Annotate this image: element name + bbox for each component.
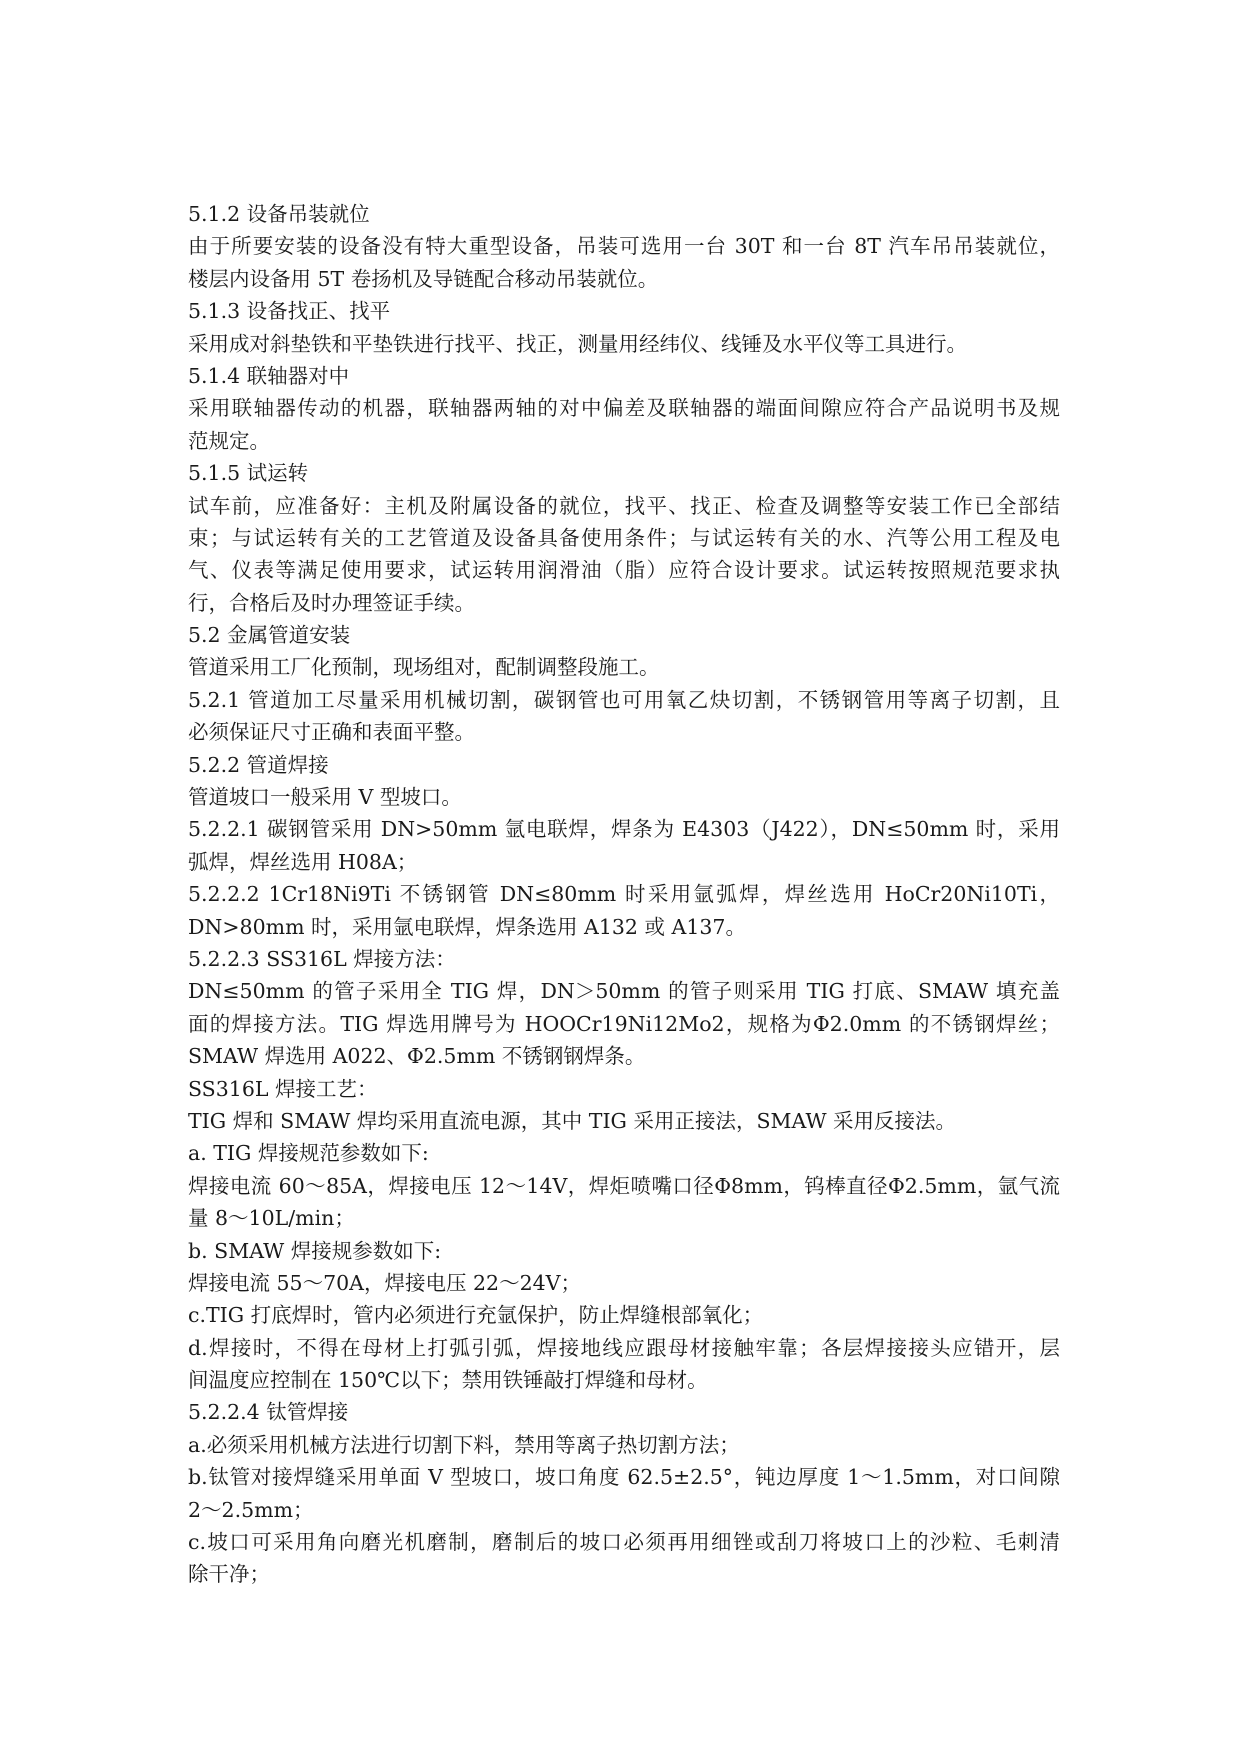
text-line: 量 8～10L/min；	[188, 1206, 355, 1231]
text-line: 必须保证尺寸正确和表面平整。	[188, 720, 475, 745]
text-line: 间温度应控制在 150℃以下；禁用铁锤敲打焊缝和母材。	[188, 1368, 708, 1393]
text-line: b.钛管对接焊缝采用单面 V 型坡口，坡口角度 62.5±2.5°，钝边厚度 1～1.5mm，对口间隙	[188, 1465, 1060, 1490]
heading-5-2: 5.2 金属管道安装	[188, 623, 351, 648]
text-line: 5.2.1 管道加工尽量采用机械切割，碳钢管也可用氧乙炔切割，不锈钢管用等离子切割，且	[188, 687, 1060, 712]
text-line: 管道采用工厂化预制，现场组对，配制调整段施工。	[188, 655, 660, 680]
text-line: 面的焊接方法。TIG 焊选用牌号为 HOOCr19Ni12Mo2，规格为Φ2.0mm 的不锈钢焊丝；	[188, 1011, 1060, 1036]
text-line: SMAW 焊选用 A022、Φ2.5mm 不锈钢钢焊条。	[188, 1044, 646, 1069]
text-line: 行，合格后及时办理签证手续。	[188, 590, 475, 615]
text-line: TIG 焊和 SMAW 焊均采用直流电源，其中 TIG 采用正接法，SMAW 采用反接法。	[188, 1108, 957, 1133]
text-line: 采用联轴器传动的机器，联轴器两轴的对中偏差及联轴器的端面间隙应符合产品说明书及规	[188, 396, 1060, 421]
text-line: 5.2.2.1 碳钢管采用 DN>50mm 氩电联焊，焊条为 E4303（J422），DN≤50mm 时，采用	[188, 817, 1060, 842]
text-line: DN≤50mm 的管子采用全 TIG 焊，DN＞50mm 的管子则采用 TIG 打底、SMAW 填充盖	[188, 979, 1060, 1004]
text-line: b. SMAW 焊接规参数如下:	[188, 1238, 442, 1263]
heading-5-1-4: 5.1.4 联轴器对中	[188, 363, 350, 388]
text-line: 2～2.5mm；	[188, 1497, 314, 1522]
heading-5-1-3: 5.1.3 设备找正、找平	[188, 299, 391, 324]
heading-5-1-5: 5.1.5 试运转	[188, 461, 309, 486]
text-line: 范规定。	[188, 428, 270, 453]
text-line: 采用成对斜垫铁和平垫铁进行找平、找正，测量用经纬仪、线锤及水平仪等工具进行。	[188, 331, 967, 356]
text-line: c.坡口可采用角向磨光机磨制，磨制后的坡口必须再用细锉或刮刀将坡口上的沙粒、毛刺清	[188, 1530, 1060, 1555]
text-line: a. TIG 焊接规范参数如下:	[188, 1141, 429, 1166]
text-line: 管道坡口一般采用 V 型坡口。	[188, 785, 462, 810]
heading-5-2-2: 5.2.2 管道焊接	[188, 752, 329, 777]
text-line: 5.2.2.2 1Cr18Ni9Ti 不锈钢管 DN≤80mm 时采用氩弧焊，焊丝选用 HoCr20Ni10Ti，	[188, 882, 1060, 907]
text-line: 由于所要安装的设备没有特大重型设备，吊装可选用一台 30T 和一台 8T 汽车吊吊装就位，	[188, 234, 1060, 259]
text-line: SS316L 焊接工艺：	[188, 1076, 378, 1101]
heading-5-1-2: 5.1.2 设备吊装就位	[188, 202, 370, 226]
text-line: 焊接电流 55～70A，焊接电压 22～24V；	[188, 1270, 581, 1295]
heading-5-2-2-4: 5.2.2.4 钛管焊接	[188, 1400, 349, 1425]
text-line: 气、仪表等满足使用要求，试运转用润滑油（脂）应符合设计要求。试运转按照规范要求执	[188, 558, 1060, 583]
text-line: 束；与试运转有关的工艺管道及设备具备使用条件；与试运转有关的水、汽等公用工程及电	[188, 525, 1060, 550]
text-line: 楼层内设备用 5T 卷扬机及导链配合移动吊装就位。	[188, 266, 659, 291]
text-line: 除干净；	[188, 1562, 270, 1587]
text-line: DN>80mm 时，采用氩电联焊，焊条选用 A132 或 A137。	[188, 914, 746, 939]
text-line: 弧焊，焊丝选用 H08A；	[188, 849, 418, 874]
text-line: c.TIG 打底焊时，管内必须进行充氩保护，防止焊缝根部氧化；	[188, 1303, 764, 1328]
heading-5-2-2-3: 5.2.2.3 SS316L 焊接方法：	[188, 946, 456, 971]
document-body	[188, 198, 1060, 1591]
text-line: d.焊接时，不得在母材上打弧引弧，焊接地线应跟母材接触牢靠；各层焊接接头应错开，层	[188, 1335, 1060, 1360]
text-line: 焊接电流 60～85A，焊接电压 12～14V，焊炬喷嘴口径Φ8mm，钨棒直径Φ2.5mm，氩气流	[188, 1173, 1060, 1198]
text-line: a.必须采用机械方法进行切割下料，禁用等离子热切割方法；	[188, 1432, 740, 1457]
text-line: 试车前，应准备好：主机及附属设备的就位，找平、找正、检查及调整等安装工作已全部结	[188, 493, 1060, 518]
